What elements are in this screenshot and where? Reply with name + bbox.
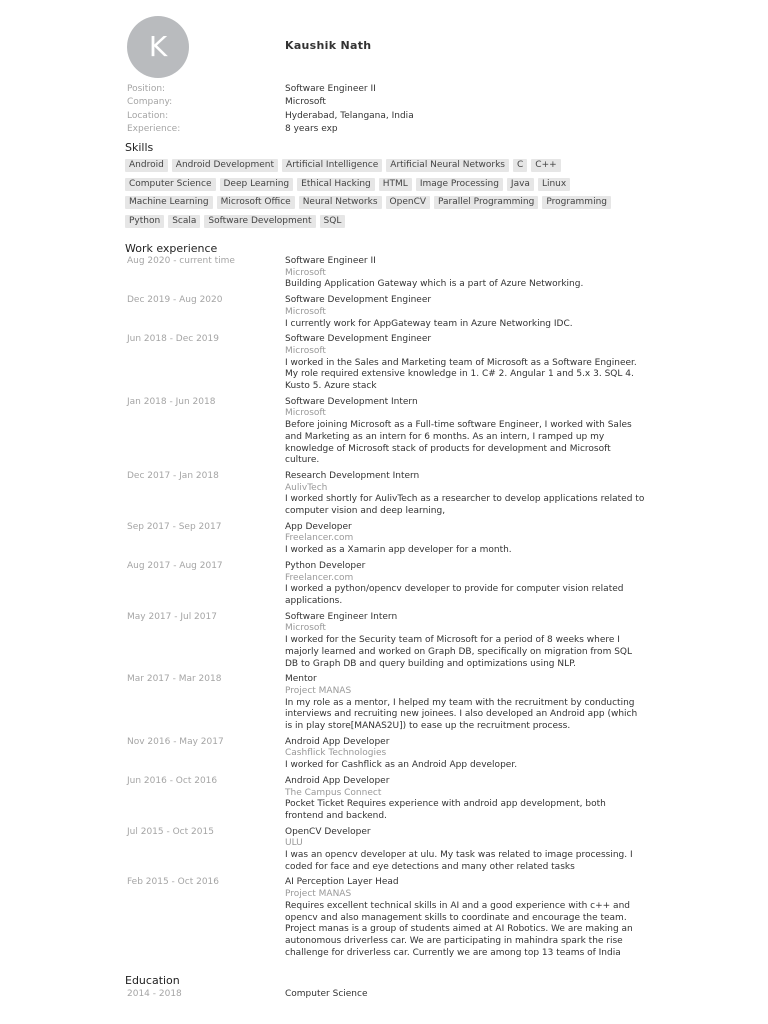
work-title: Research Development Intern xyxy=(285,470,420,481)
skill-tag: Scala xyxy=(168,215,200,228)
work-company: Microsoft xyxy=(285,408,326,419)
work-dates: Aug 2017 - Aug 2017 xyxy=(127,560,223,571)
skill-tag: Android xyxy=(125,159,168,172)
skill-tag: C++ xyxy=(531,159,560,172)
work-title: Software Engineer II xyxy=(285,256,376,266)
education-heading: Education xyxy=(125,974,180,987)
work-item xyxy=(127,827,647,874)
work-description: I worked shortly for AulivTech as a researcher to develop applications related to computer vision and deep learning, xyxy=(285,494,645,517)
work-description: I worked for the Security team of Microsoft for a period of 8 weeks where I majorly learned and worked on Graph DB, specifically on migration from SQL DB to Graph DB and query building and optimizations using NLP. xyxy=(285,635,633,669)
work-title: Mentor xyxy=(285,674,317,685)
work-dates: Jun 2016 - Oct 2016 xyxy=(127,775,218,786)
work-dates: Sep 2017 - Sep 2017 xyxy=(127,521,222,532)
skill-tag: SQL xyxy=(320,215,346,228)
work-description: I worked for Cashflick as an Android App developer. xyxy=(285,760,518,771)
work-title: Software Development Engineer xyxy=(285,334,432,345)
work-details xyxy=(285,522,645,557)
work-dates: Jul 2015 - Oct 2015 xyxy=(127,826,214,837)
work-heading: Work experience xyxy=(125,242,218,255)
work-item xyxy=(127,561,647,608)
work-dates: Feb 2015 - Oct 2016 xyxy=(127,877,219,888)
work-details xyxy=(285,256,645,291)
skill-tag: Java xyxy=(507,178,534,191)
work-description: Before joining Microsoft as a Full-time software Engineer, I worked with Sales and Marketing as an intern for 6 months. As an intern, I ramped up my knowledge of Microsoft stack of products for development and Microsoft culture. xyxy=(285,420,632,466)
work-company: Freelancer.com xyxy=(285,572,354,583)
info-row-experience xyxy=(127,123,647,136)
skills-list xyxy=(125,157,645,232)
skill-row xyxy=(125,157,645,176)
skill-row xyxy=(125,213,645,232)
work-company: AulivTech xyxy=(285,482,328,493)
work-description: Building Application Gateway which is a part of Azure Networking. xyxy=(285,279,584,290)
skill-tag: HTML xyxy=(379,178,412,191)
profile-info xyxy=(127,83,647,136)
work-title: Android App Developer xyxy=(285,775,390,786)
skill-tag: Linux xyxy=(538,178,570,191)
work-company: Microsoft xyxy=(285,267,326,278)
skill-tag: Android Development xyxy=(172,159,278,172)
info-value: 8 years exp xyxy=(285,123,338,134)
skill-tag: Parallel Programming xyxy=(434,196,538,209)
work-description: I worked a python/opencv developer to provide for computer vision related applications. xyxy=(285,584,624,606)
education-field: Computer Science xyxy=(285,989,368,999)
info-label: Location: xyxy=(127,110,169,121)
work-title: Software Development Intern xyxy=(285,396,418,407)
work-title: Python Developer xyxy=(285,560,366,571)
info-label: Position: xyxy=(127,84,166,94)
work-details xyxy=(285,397,645,467)
info-value: Software Engineer II xyxy=(285,84,376,94)
work-dates: Dec 2019 - Aug 2020 xyxy=(127,295,223,306)
work-details xyxy=(285,612,645,671)
work-description: I worked as a Xamarin app developer for a month. xyxy=(285,545,512,556)
work-item xyxy=(127,334,647,393)
skill-row xyxy=(125,194,645,213)
work-title: Software Engineer Intern xyxy=(285,611,398,622)
work-title: Software Development Engineer xyxy=(285,295,432,306)
education-item xyxy=(127,988,647,1000)
work-company: Microsoft xyxy=(285,623,326,634)
skill-tag: Image Processing xyxy=(416,178,503,191)
skill-tag: Deep Learning xyxy=(220,178,294,191)
info-row-position xyxy=(127,83,647,96)
work-description: Requires excellent technical skills in AI and a good experience with c++ and opencv and also management skills to coordinate and encourage the team. Project manas is a group of students aimed at AI Robotics. We are making an autonomous driverless car. We are participating in mahindra spark the rise challenge for driverless car. Currently we are among top 13 teams of India xyxy=(285,900,633,958)
work-details xyxy=(285,471,645,518)
work-dates: Aug 2020 - current time xyxy=(127,256,235,266)
work-item xyxy=(127,674,647,733)
work-company: Microsoft xyxy=(285,345,326,356)
skill-tag: Machine Learning xyxy=(125,196,213,209)
work-dates: Nov 2016 - May 2017 xyxy=(127,736,224,747)
work-dates: May 2017 - Jul 2017 xyxy=(127,611,217,622)
work-description: In my role as a mentor, I helped my team with the recruitment by conducting interviews and recruiting new joinees. I also developed an Android app (which is in play store[MANAS2U]) to ease up the recruitment process. xyxy=(285,697,638,732)
education-dates: 2014 - 2018 xyxy=(127,989,182,999)
skill-tag: Python xyxy=(125,215,164,228)
work-company: ULU xyxy=(285,838,303,849)
info-label: Experience: xyxy=(127,123,181,134)
work-details xyxy=(285,561,645,608)
skill-tag: OpenCV xyxy=(386,196,430,209)
skill-tag: Software Development xyxy=(204,215,315,228)
work-description: I currently work for AppGateway team in Azure Networking IDC. xyxy=(285,318,573,329)
work-company: Project MANAS xyxy=(285,889,352,900)
work-details xyxy=(285,674,645,733)
work-item xyxy=(127,256,647,291)
info-value: Hyderabad, Telangana, India xyxy=(285,110,414,121)
skill-row xyxy=(125,176,645,195)
work-title: AI Perception Layer Head xyxy=(285,877,399,888)
info-row-location xyxy=(127,110,647,123)
work-dates: Mar 2017 - Mar 2018 xyxy=(127,674,222,685)
info-value: Microsoft xyxy=(285,97,326,108)
work-description: I worked in the Sales and Marketing team of Microsoft as a Software Engineer. My role required extensive knowledge in 1. C# 2. Angular 1 and 5.x 3. SQL 4. Kusto 5. Azure stack xyxy=(285,357,637,392)
work-company: Project MANAS xyxy=(285,685,352,696)
skill-tag: Neural Networks xyxy=(299,196,382,209)
info-row-company xyxy=(127,96,647,109)
work-dates: Jan 2018 - Jun 2018 xyxy=(127,396,216,407)
profile-name: Kaushik Nath xyxy=(285,39,372,52)
work-company: Microsoft xyxy=(285,306,326,317)
work-title: App Developer xyxy=(285,521,352,532)
avatar: K xyxy=(127,16,189,78)
work-company: Cashflick Technologies xyxy=(285,748,387,759)
work-item xyxy=(127,776,647,823)
work-details xyxy=(285,295,645,330)
info-label: Company: xyxy=(127,97,173,108)
work-details xyxy=(285,877,645,959)
skill-tag: Programming xyxy=(542,196,611,209)
skill-tag: Artificial Intelligence xyxy=(282,159,382,172)
work-item xyxy=(127,295,647,330)
skill-tag: Microsoft Office xyxy=(217,196,295,209)
work-details xyxy=(285,334,645,393)
work-description: Pocket Ticket Requires experience with android app development, both frontend and backend. xyxy=(285,799,606,821)
work-item xyxy=(127,877,647,959)
work-title: Android App Developer xyxy=(285,736,390,747)
work-dates: Dec 2017 - Jan 2018 xyxy=(127,470,219,481)
work-list xyxy=(127,256,647,963)
work-item xyxy=(127,471,647,518)
work-title: OpenCV Developer xyxy=(285,826,371,837)
work-item xyxy=(127,612,647,671)
work-details xyxy=(285,776,645,823)
work-item xyxy=(127,522,647,557)
work-details xyxy=(285,737,645,772)
skills-heading: Skills xyxy=(125,141,154,154)
work-item xyxy=(127,737,647,772)
work-dates: Jun 2018 - Dec 2019 xyxy=(127,334,219,345)
work-item xyxy=(127,397,647,467)
skill-tag: Ethical Hacking xyxy=(297,178,375,191)
skill-tag: Computer Science xyxy=(125,178,216,191)
work-details xyxy=(285,827,645,874)
work-company: The Campus Connect xyxy=(285,787,382,798)
work-company: Freelancer.com xyxy=(285,533,354,544)
work-description: I was an opencv developer at ulu. My task was related to image processing. I coded for face and eye detections and many other related tasks xyxy=(285,850,633,872)
skill-tag: Artificial Neural Networks xyxy=(386,159,509,172)
skill-tag: C xyxy=(513,159,527,172)
